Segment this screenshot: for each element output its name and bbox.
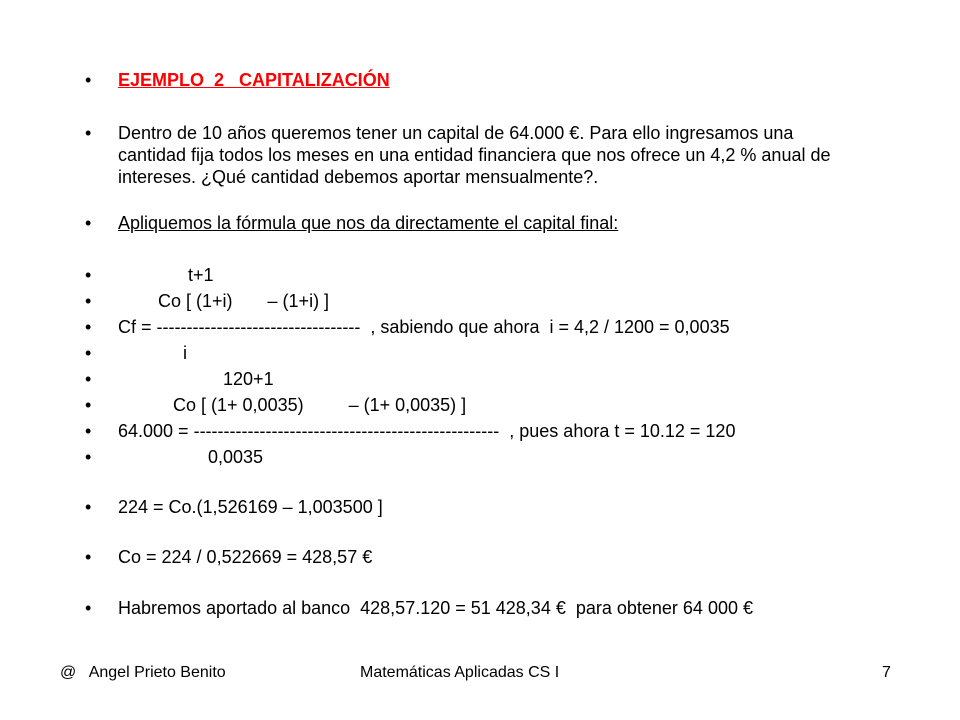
bullet: • — [85, 421, 92, 441]
bullet: • — [85, 447, 92, 467]
formula-line: 0,0035 — [118, 447, 264, 467]
formula-line: 64.000 = --------------------------------------------------- , pues ahora t = 10.12 = 120 — [118, 421, 736, 441]
footer-author: @ Angel Prieto Benito — [60, 664, 226, 681]
footer-course: Matemáticas Aplicadas CS I — [360, 664, 560, 681]
calculation-step: Co = 224 / 0,522669 = 428,57 € — [118, 547, 373, 567]
calculation-step: 224 = Co.(1,526169 – 1,003500 ] — [118, 497, 383, 517]
bullet: • — [85, 265, 92, 285]
formula-line: Co [ (1+i) – (1+i) ] — [118, 291, 330, 311]
formula-line: Co [ (1+ 0,0035) – (1+ 0,0035) ] — [118, 395, 467, 415]
formula-line: t+1 — [118, 265, 214, 285]
bullet: • — [85, 547, 92, 567]
bullet: • — [85, 70, 92, 90]
bullet: • — [85, 369, 92, 389]
formula-line: 120+1 — [118, 369, 274, 389]
formula-line: Cf = ---------------------------------- , sabiendo que ahora i = 4,2 / 1200 = 0,0035 — [118, 317, 730, 337]
bullet: • — [85, 343, 92, 363]
bullet: • — [85, 213, 92, 233]
problem-statement: Dentro de 10 años queremos tener un capital de 64.000 €. Para ello ingresamos una cantidad fija todos los meses en una entidad financiera que nos ofrece un 4,2 % anual de intereses. ¿Qué cantidad debemos aportar mensualmente?. — [118, 123, 831, 187]
formula-line: i — [118, 343, 188, 363]
bullet: • — [85, 317, 92, 337]
bullet: • — [85, 598, 92, 618]
page-number: 7 — [882, 664, 891, 681]
bullet: • — [85, 123, 92, 143]
bullet: • — [85, 497, 92, 517]
slide-title: EJEMPLO 2 CAPITALIZACIÓN — [118, 70, 390, 90]
bullet: • — [85, 395, 92, 415]
formula-instruction: Apliquemos la fórmula que nos da directamente el capital final: — [118, 213, 619, 233]
conclusion: Habremos aportado al banco 428,57.120 = 51 428,34 € para obtener 64 000 € — [118, 598, 753, 618]
bullet: • — [85, 291, 92, 311]
